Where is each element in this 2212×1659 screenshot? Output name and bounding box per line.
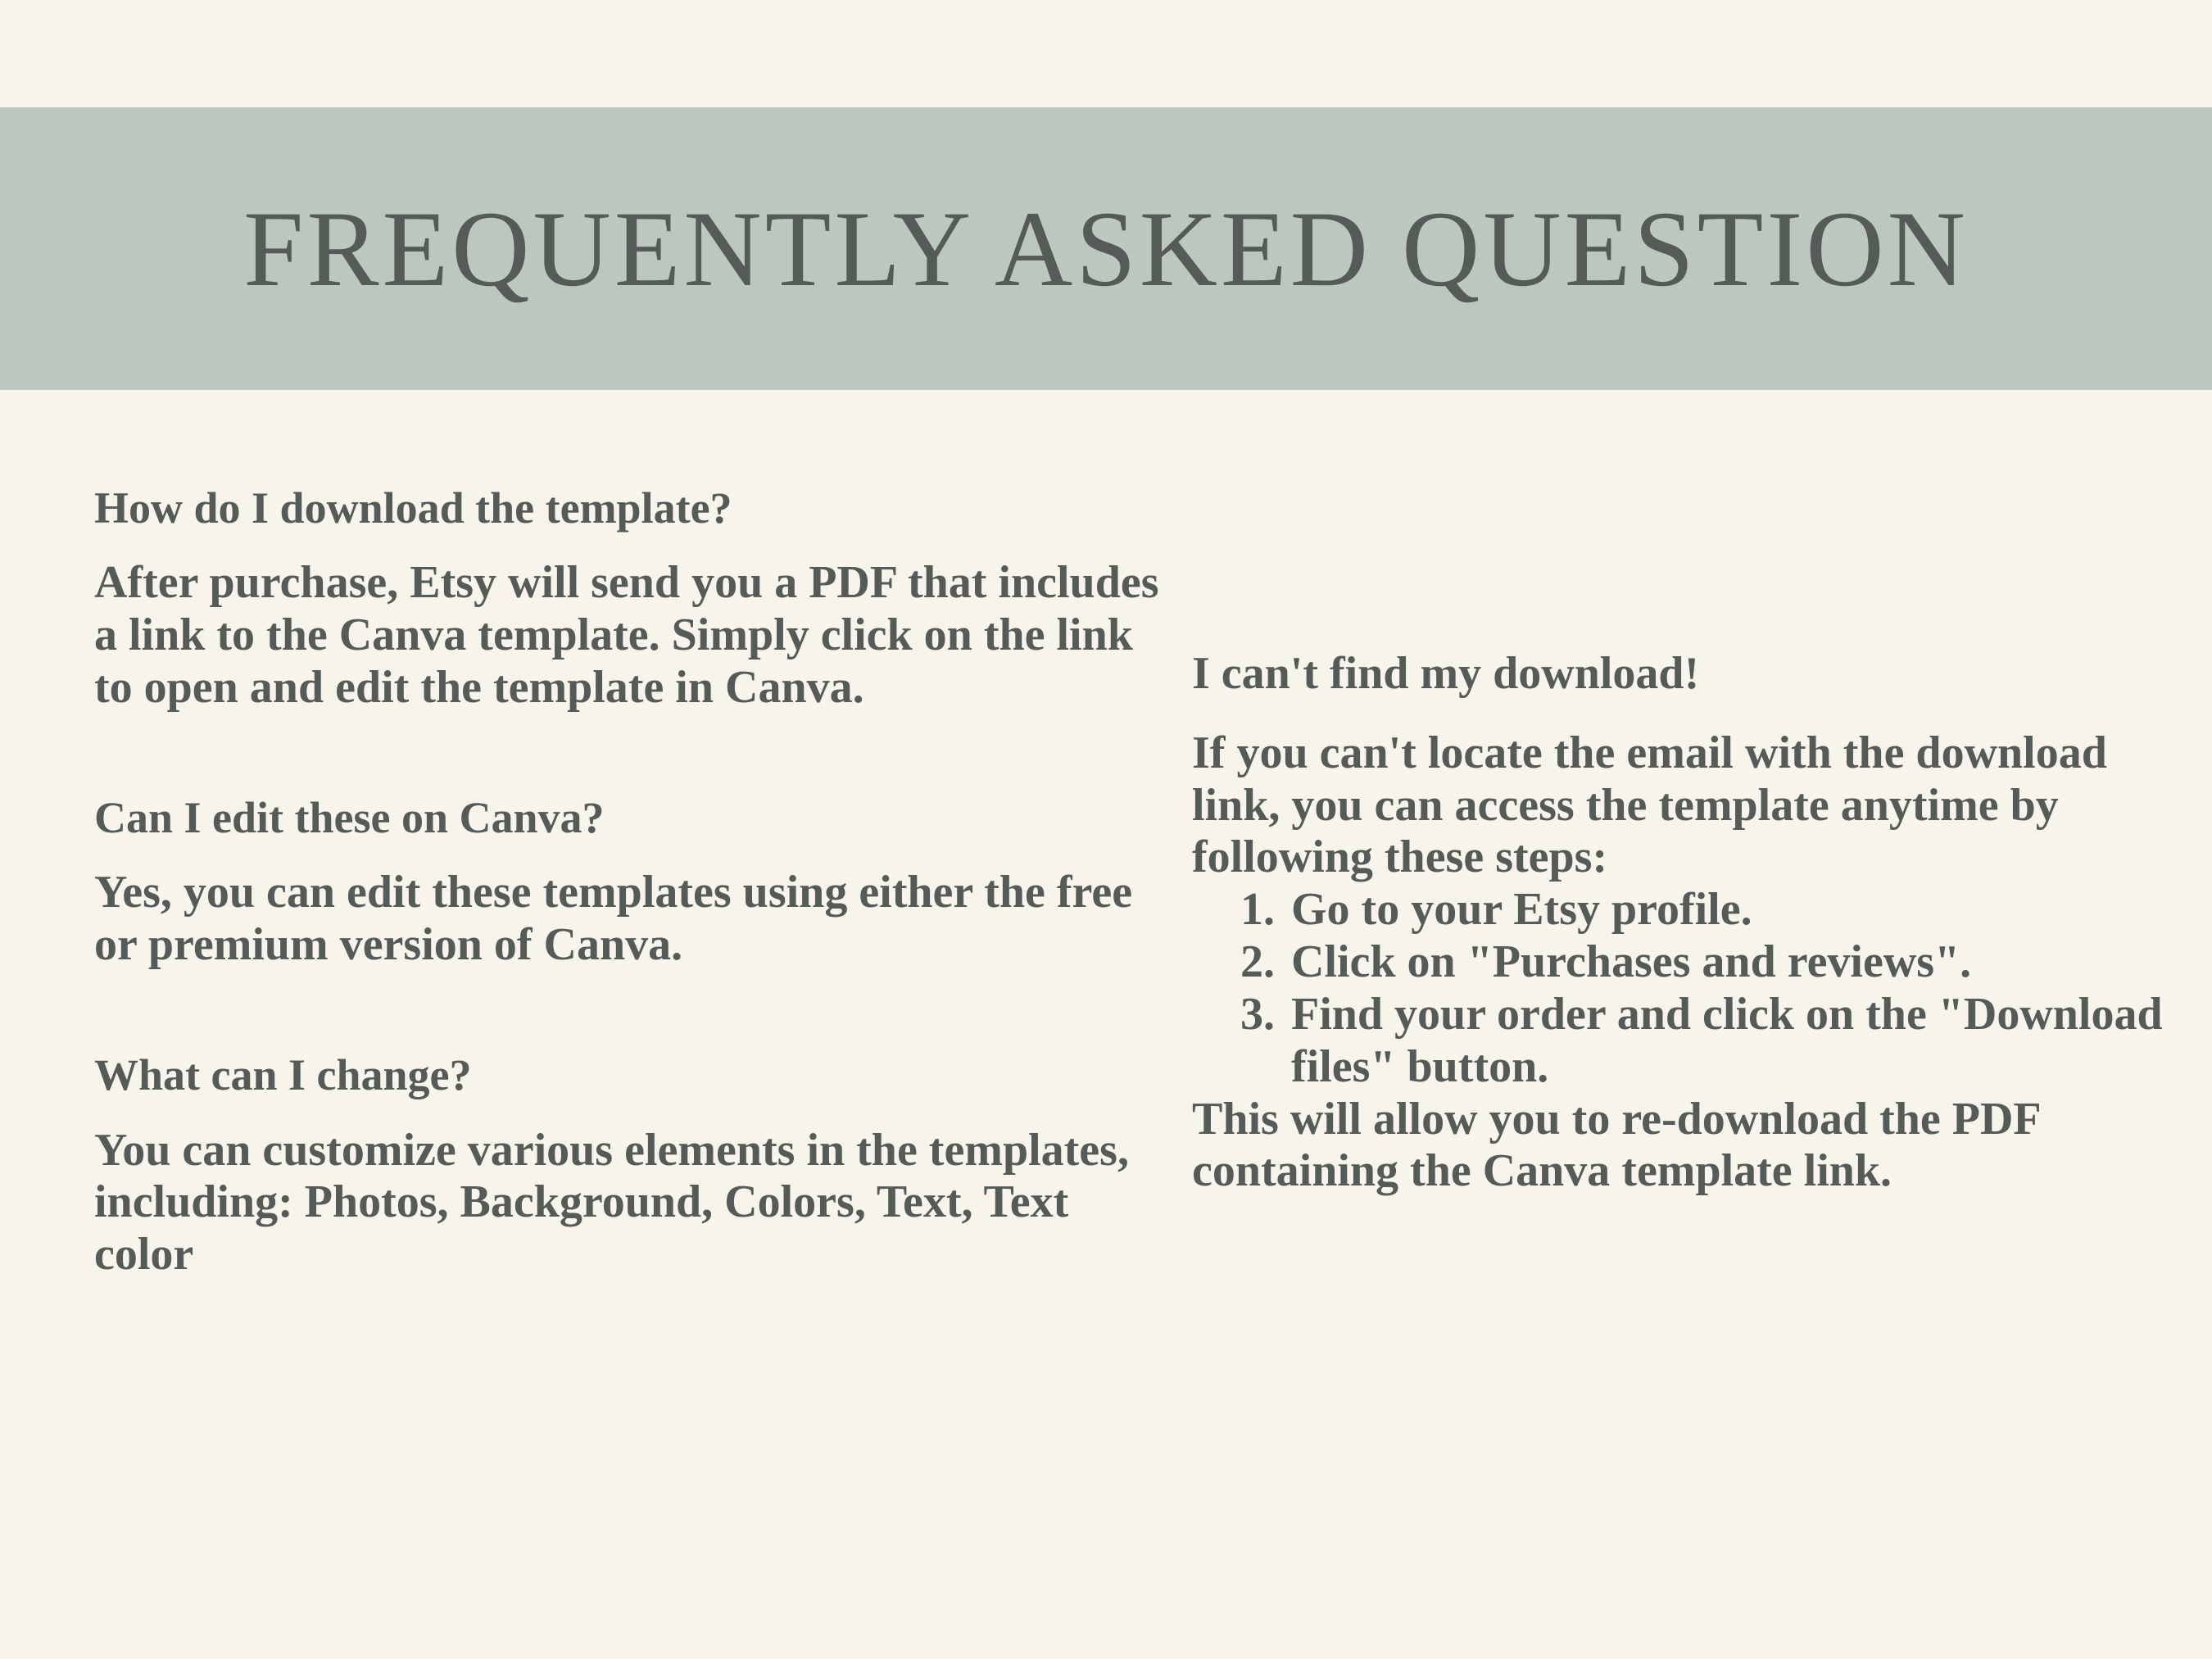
faq-answer-intro: If you can't locate the email with the download link, you can access the template anytime by following these steps: [1192,727,2107,883]
faq-right-column [1192,648,2175,1198]
faq-answer: After purchase, Etsy will send you a PDF that includes a link to the Canva template. Simply click on the link to open and edit the template in Canva. [94,557,1159,714]
faq-answer: You can customize various elements in the templates, including: Photos, Background, Colors, Text, Text color [94,1124,1129,1281]
list-item: 2. Click on "Purchases and reviews". [1286,936,2175,989]
faq-item-what-can-i-change [94,1050,1159,1281]
faq-question: What can I change? [94,1050,472,1100]
header-band [0,107,2212,390]
faq-item-edit-on-canva [94,793,1159,972]
faq-left-column [94,483,1159,1281]
list-item: 1. Go to your Etsy profile. [1286,884,2175,936]
faq-answer-outro: This will allow you to re-download the PDF containing the Canva template link. [1192,1093,2040,1197]
faq-question: I can't find my download! [1192,648,1700,699]
faq-item-download-template [94,483,1159,714]
faq-question: Can I edit these on Canva? [94,792,605,842]
faq-columns [0,390,2212,1659]
faq-steps-list [1192,884,2175,1093]
faq-answer: Yes, you can edit these templates using either the free or premium version of Canva. [94,867,1133,971]
page-title: FREQUENTLY ASKED QUESTION [243,188,1969,309]
faq-item-cant-find-download [1192,648,2175,1198]
list-item: 3. Find your order and click on the "Download files" button. [1286,989,2175,1094]
faq-question: How do I download the template? [94,483,732,533]
